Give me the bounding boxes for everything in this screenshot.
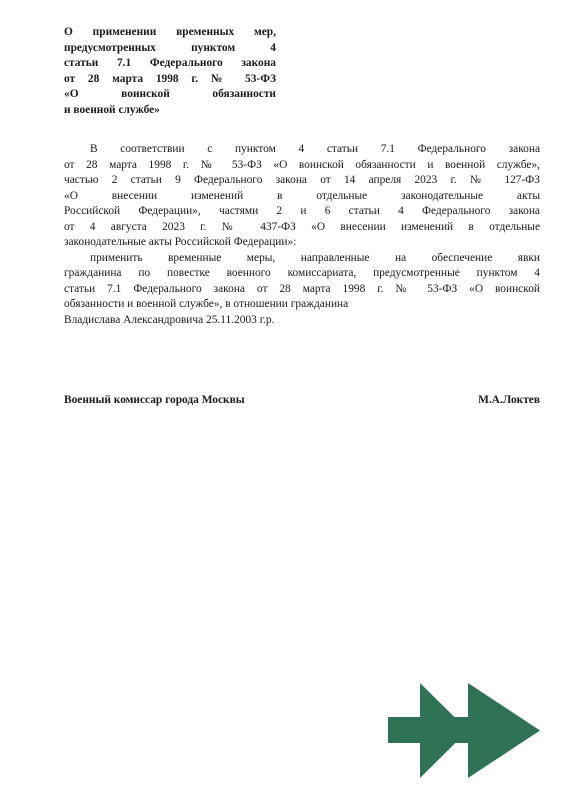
- title-line: от 28 марта 1998 г. № 53-ФЗ: [64, 72, 276, 85]
- body-line: В соответствии с пунктом 4 статьи 7.1 Федерального закона: [90, 143, 540, 155]
- signatory-role: Военный комиссар города Москвы: [64, 394, 245, 406]
- body-line: гражданина по повестке военного комиссариата, предусмотренные пунктом 4: [64, 267, 540, 279]
- document-title: [64, 25, 276, 118]
- title-line: предусмотренных пунктом 4: [64, 41, 276, 54]
- document-body: [64, 142, 540, 328]
- body-line: Российской Федерации», частями 2 и 6 статьи 4 Федерального закона: [64, 205, 540, 217]
- next-page-button[interactable]: [388, 683, 540, 778]
- body-line: обязанности и военной службе», в отношении гражданина: [64, 298, 349, 310]
- title-line: «О воинской обязанности: [64, 88, 276, 100]
- body-line: от 4 августа 2023 г. № 437-ФЗ «О внесении изменений в отдельные: [64, 220, 540, 233]
- signatory-name: М.А.Локтев: [478, 394, 540, 406]
- body-line: Владислава Александровича 25.11.2003 г.р.: [64, 313, 275, 326]
- body-line: от 28 марта 1998 г. № 53-ФЗ «О воинской обязанности и военной службе»,: [64, 158, 540, 171]
- body-line: статьи 7.1 Федерального закона от 28 марта 1998 г. № 53-ФЗ «О воинской: [64, 282, 540, 295]
- body-line: частью 2 статьи 9 Федерального закона от 14 апреля 2023 г. № 127-ФЗ: [64, 174, 540, 186]
- title-line: статьи 7.1 Федерального закона: [64, 57, 276, 69]
- title-line: О применении временных мер,: [64, 26, 276, 38]
- double-chevron-right-icon: [388, 683, 540, 778]
- body-line: «О внесении изменений в отдельные законодательные акты: [64, 189, 540, 202]
- body-line: законодательные акты Российской Федерации»:: [64, 236, 297, 248]
- body-line: применить временные меры, направленные на обеспечение явки: [90, 251, 540, 264]
- title-line: и военной службе»: [64, 103, 160, 116]
